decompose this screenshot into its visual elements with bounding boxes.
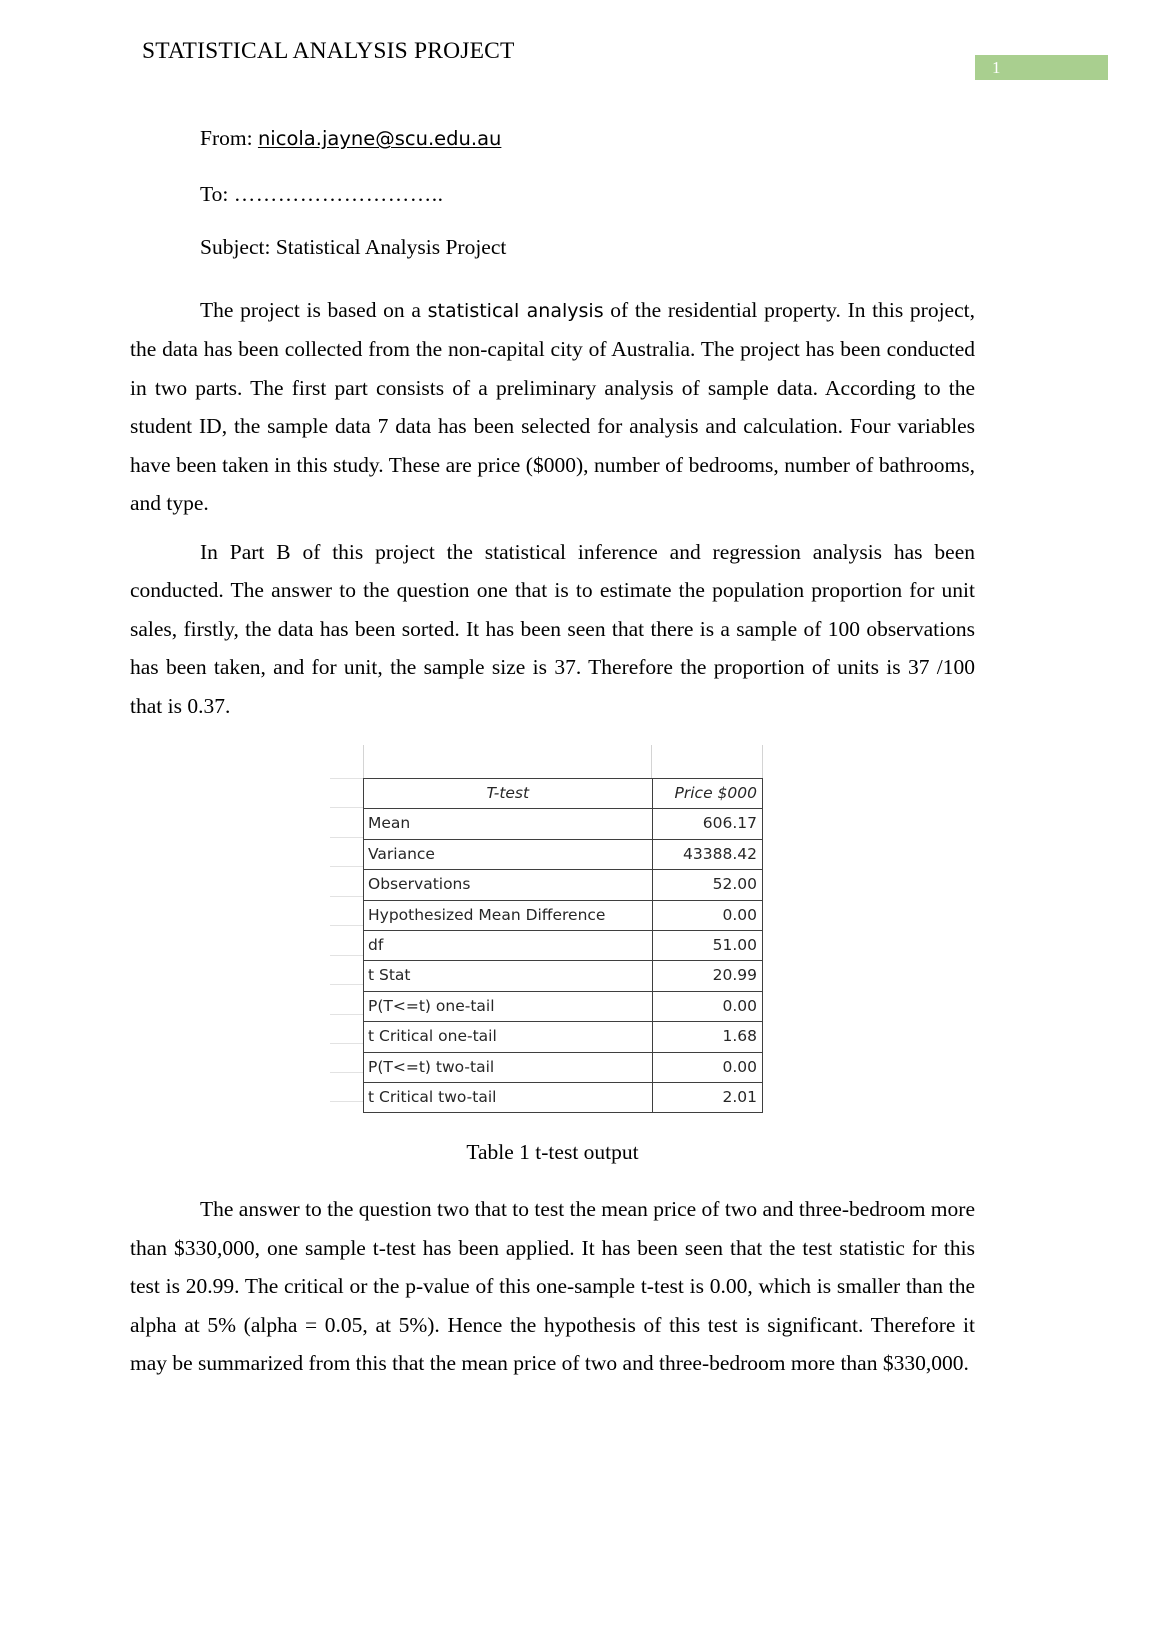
cell-value: 2.01 <box>652 1083 762 1113</box>
subject-label: Subject: <box>200 235 276 259</box>
worksheet-rowline-2 <box>330 807 363 808</box>
worksheet-rowline-3 <box>330 837 363 838</box>
table-row <box>364 991 763 1021</box>
cell-label: P(T<=t) two-tail <box>364 1052 653 1082</box>
cell-label: t Critical one-tail <box>364 1022 653 1052</box>
paragraph-1-emphasis: statistical analysis <box>427 299 604 322</box>
cell-value: 0.00 <box>652 1052 762 1082</box>
to-value: ……………………….. <box>233 181 444 206</box>
table-row <box>364 931 763 961</box>
paragraph-1-part-a: The project is based on a <box>200 297 428 322</box>
cell-label: df <box>364 931 653 961</box>
ttest-table-body <box>364 779 763 1113</box>
table-row <box>364 870 763 900</box>
cell-label: Observations <box>364 870 653 900</box>
page-number-badge <box>975 55 1108 80</box>
worksheet-rowline-12 <box>330 1101 363 1102</box>
table-caption: Table 1 t-test output <box>466 1140 639 1164</box>
header-title: STATISTICAL ANALYSIS PROJECT <box>142 38 515 64</box>
paragraph-1-part-b: of the residential property. In this project, the data has been collected from the non-capital city of Australia. The project has been conducted in two parts. The first part consists of a preliminary analysis of sample data. According to the student ID, the sample data 7 data has been selected for analysis and calculation. Four variables have been taken in this study. These are price ($000), number of bedrooms, number of bathrooms, and type. <box>130 297 975 515</box>
paragraph-2: In Part B of this project the statistical inference and regression analysis has been conducted. The answer to the question one that is to estimate the population proportion for unit sales, firstly, the data has been sorted. It has been seen that there is a sample of 100 observations has been taken, and for unit, the sample size is 37. Therefore the proportion of units is 37 /100 that is 0.37. <box>130 539 975 718</box>
cell-label: t Stat <box>364 961 653 991</box>
cell-value: 606.17 <box>652 809 762 839</box>
page-header <box>0 38 1158 78</box>
from-label: From: <box>200 126 258 150</box>
document-body-tail <box>130 1190 975 1393</box>
from-email-link[interactable]: nicola.jayne@scu.edu.au <box>257 127 502 150</box>
worksheet-gridline-left <box>363 745 364 778</box>
table-row <box>364 1083 763 1113</box>
document-body <box>130 128 975 735</box>
cell-value: 0.00 <box>652 900 762 930</box>
cell-label: Variance <box>364 839 653 869</box>
cell-value: 0.00 <box>652 991 762 1021</box>
to-label: To: <box>200 181 234 206</box>
cell-label: P(T<=t) one-tail <box>364 991 653 1021</box>
table-row <box>364 809 763 839</box>
subject-value: Statistical Analysis Project <box>275 235 507 259</box>
cell-label: Hypothesized Mean Difference <box>364 900 653 930</box>
cell-value: 1.68 <box>652 1022 762 1052</box>
paragraph-1 <box>130 291 975 523</box>
page-number: 1 <box>992 58 1001 77</box>
letter-from-line <box>130 128 975 150</box>
worksheet-rowline-1 <box>330 778 363 779</box>
column-header-price: Price $000 <box>652 779 762 809</box>
ttest-table <box>363 778 763 1113</box>
table-row <box>364 839 763 869</box>
worksheet-rowline-4 <box>330 866 363 867</box>
letter-to-line <box>130 181 975 206</box>
worksheet-gridline-right <box>762 745 763 778</box>
worksheet-gridline-mid <box>651 745 652 778</box>
cell-value: 51.00 <box>652 931 762 961</box>
column-header-measure: T-test <box>364 779 653 809</box>
table-row <box>364 961 763 991</box>
worksheet-rowline-11 <box>330 1072 363 1073</box>
worksheet-rowline-9 <box>330 1014 363 1015</box>
cell-label: t Critical two-tail <box>364 1083 653 1113</box>
table-row <box>364 900 763 930</box>
worksheet-rowline-6 <box>330 925 363 926</box>
cell-value: 20.99 <box>652 961 762 991</box>
table-row <box>364 1052 763 1082</box>
cell-value: 43388.42 <box>652 839 762 869</box>
ttest-table-region <box>330 745 780 1115</box>
paragraph-3: The answer to the question two that to test the mean price of two and three-bedroom more than $330,000, one sample t-test has been applied. It has been seen that the test statistic for this test is 20.99. The critical or the p-value of this one-sample t-test is 0.00, which is smaller than the alpha at 5% (alpha = 0.05, at 5%). Hence the hypothesis of this test is significant. Therefore it may be summarized from this that the mean price of two and three-bedroom more than $330,000. <box>130 1197 975 1375</box>
worksheet-rowline-8 <box>330 984 363 985</box>
letter-subject-line <box>130 237 975 259</box>
cell-label: Mean <box>364 809 653 839</box>
worksheet-rowline-5 <box>330 896 363 897</box>
worksheet-rowline-7 <box>330 955 363 956</box>
cell-value: 52.00 <box>652 870 762 900</box>
table-header-row <box>364 779 763 809</box>
table-row <box>364 1022 763 1052</box>
worksheet-rowline-10 <box>330 1043 363 1044</box>
